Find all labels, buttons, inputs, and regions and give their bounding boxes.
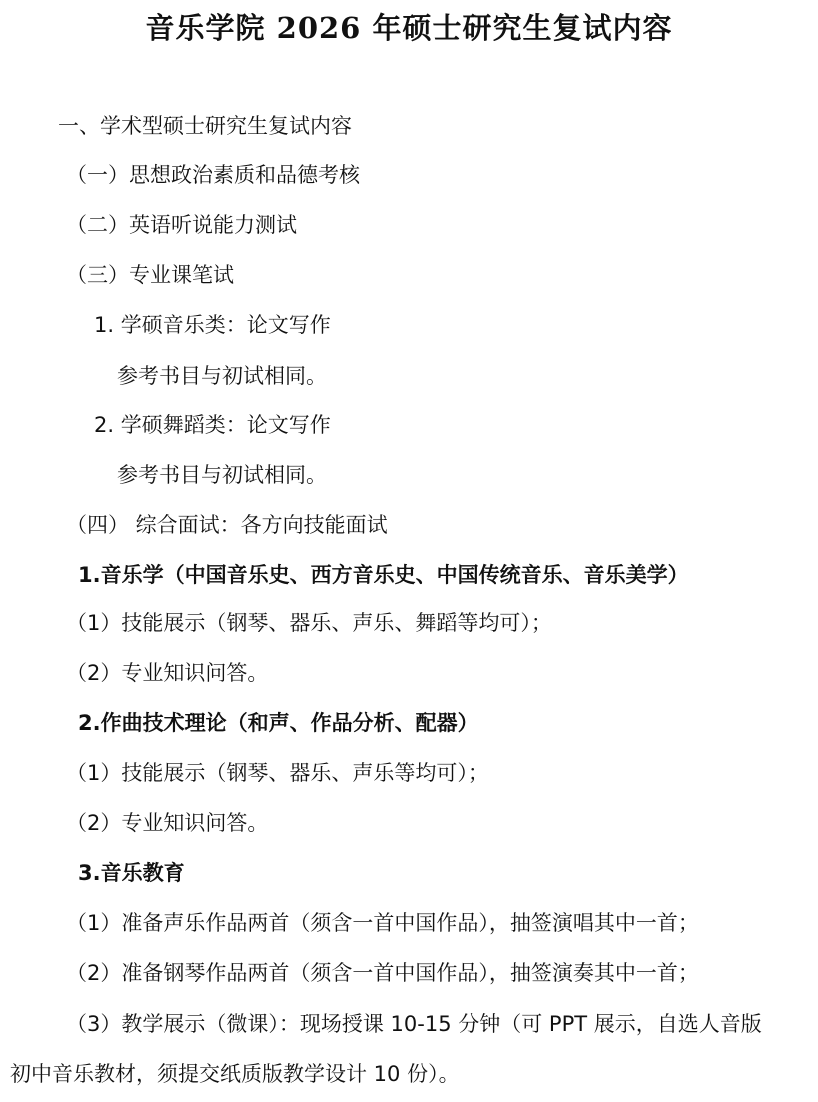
requirement-skill-display: （1）技能展示（钢琴、器乐、声乐、舞蹈等均可）； [66,611,552,635]
note-reference-books: 参考书目与初试相同。 [117,364,327,388]
requirement-piano-works: （2）准备钢琴作品两首（须含一首中国作品），抽签演奏其中一首； [66,961,699,985]
section-heading-academic-master: 一、学术型硕士研究生复试内容 [58,114,352,138]
requirement-vocal-works: （1）准备声乐作品两首（须含一首中国作品），抽签演唱其中一首； [66,911,699,935]
subitem-music-essay: 1. 学硕音乐类：论文写作 [94,313,331,337]
item-political-assessment: （一）思想政治素质和品德考核 [66,163,360,187]
requirement-knowledge-qa: （2）专业知识问答。 [66,811,269,835]
direction-musicology: 1.音乐学（中国音乐史、西方音乐史、中国传统音乐、音乐美学） [78,563,689,587]
item-english-test: （二）英语听说能力测试 [66,213,297,237]
subitem-dance-essay: 2. 学硕舞蹈类：论文写作 [94,413,331,437]
requirement-knowledge-qa: （2）专业知识问答。 [66,661,269,685]
note-reference-books: 参考书目与初试相同。 [117,463,327,487]
direction-music-education: 3.音乐教育 [78,861,185,885]
requirement-teaching-display: （3）教学展示（微课）：现场授课 10-15 分钟（可 PPT 展示，自选人音版 [66,1012,762,1036]
item-written-exam: （三）专业课笔试 [66,263,234,287]
requirement-skill-display: （1）技能展示（钢琴、器乐、声乐等均可）； [66,761,489,785]
document-title: 音乐学院 2026 年硕士研究生复试内容 [145,11,673,45]
direction-composition-theory: 2.作曲技术理论（和声、作品分析、配器） [78,711,479,735]
item-comprehensive-interview: （四） 综合面试：各方向技能面试 [66,513,388,537]
requirement-teaching-display-continued: 初中音乐教材，须提交纸质版教学设计 10 份）。 [10,1062,460,1086]
